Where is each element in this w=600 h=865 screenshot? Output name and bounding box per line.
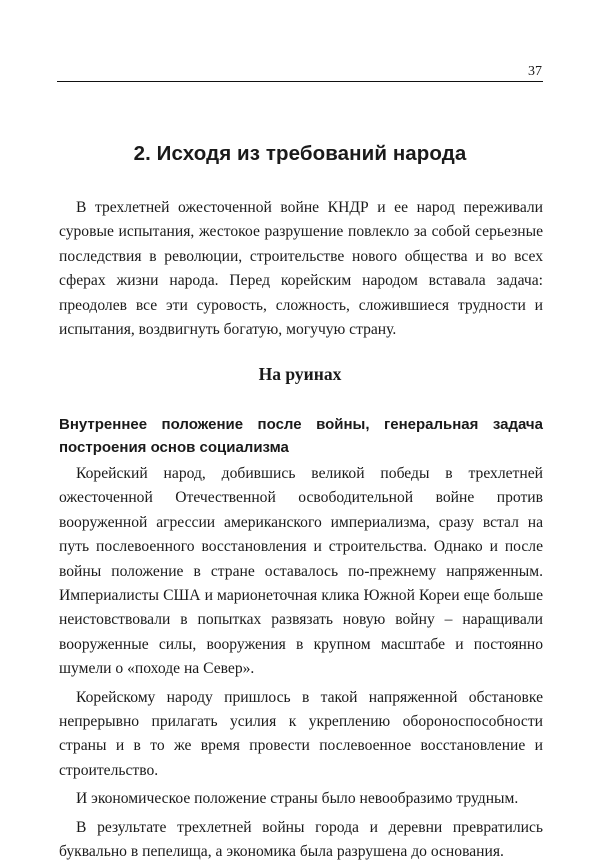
intro-text	[59, 196, 543, 342]
body-paragraph: Корейскому народу пришлось в такой напряженной обстановке непрерывно прилагать усилия к укреплению обороноспособности страны и в то же время провести послевоенное восстановление и строительство.	[59, 688, 543, 779]
body-paragraph: В результате трехлетней войны города и деревни превратились буквально в пепелища, а экономика была разрушена до основания.	[59, 818, 543, 861]
body-paragraph: И экономическое положение страны было невообразимо трудным.	[76, 790, 519, 808]
header-rule	[57, 81, 543, 82]
subsection-title: Внутреннее положение после войны, генеральная задача построения основ социализма	[59, 416, 543, 456]
page-number: 37	[528, 64, 542, 79]
intro-paragraph: В трехлетней ожесточенной войне КНДР и ее народ переживали суровые испытания, жестокое разрушение повлекло за собой серьезные последствия в революции, строительстве нового общества и во всех сферах жизни народа. Перед корейским народом вставала задача: преодолев все эти суровость, сложность, сложившиеся трудности и испытания, воздвигнуть богатую, могучую страну.	[59, 199, 543, 339]
chapter-title: 2. Исходя из требований народа	[133, 142, 467, 165]
section-title: На руинах	[258, 364, 342, 384]
body-text	[59, 462, 543, 865]
body-paragraph: Корейский народ, добившись великой победы в трехлетней ожесточенной Отечественной освободительной войне против вооруженной агрессии американского империализма, сразу встал на путь послевоенного восстановления и строительства. Однако и после войны положение в стране оставалось по-прежнему напряженным. Империалисты США и марионеточная клика Южной Кореи еще больше неистовствовали в попытках развязать новую войну – наращивали вооруженные силы, вооружения в крупном масштабе и постоянно шумели о «походе на Север».	[59, 465, 543, 678]
